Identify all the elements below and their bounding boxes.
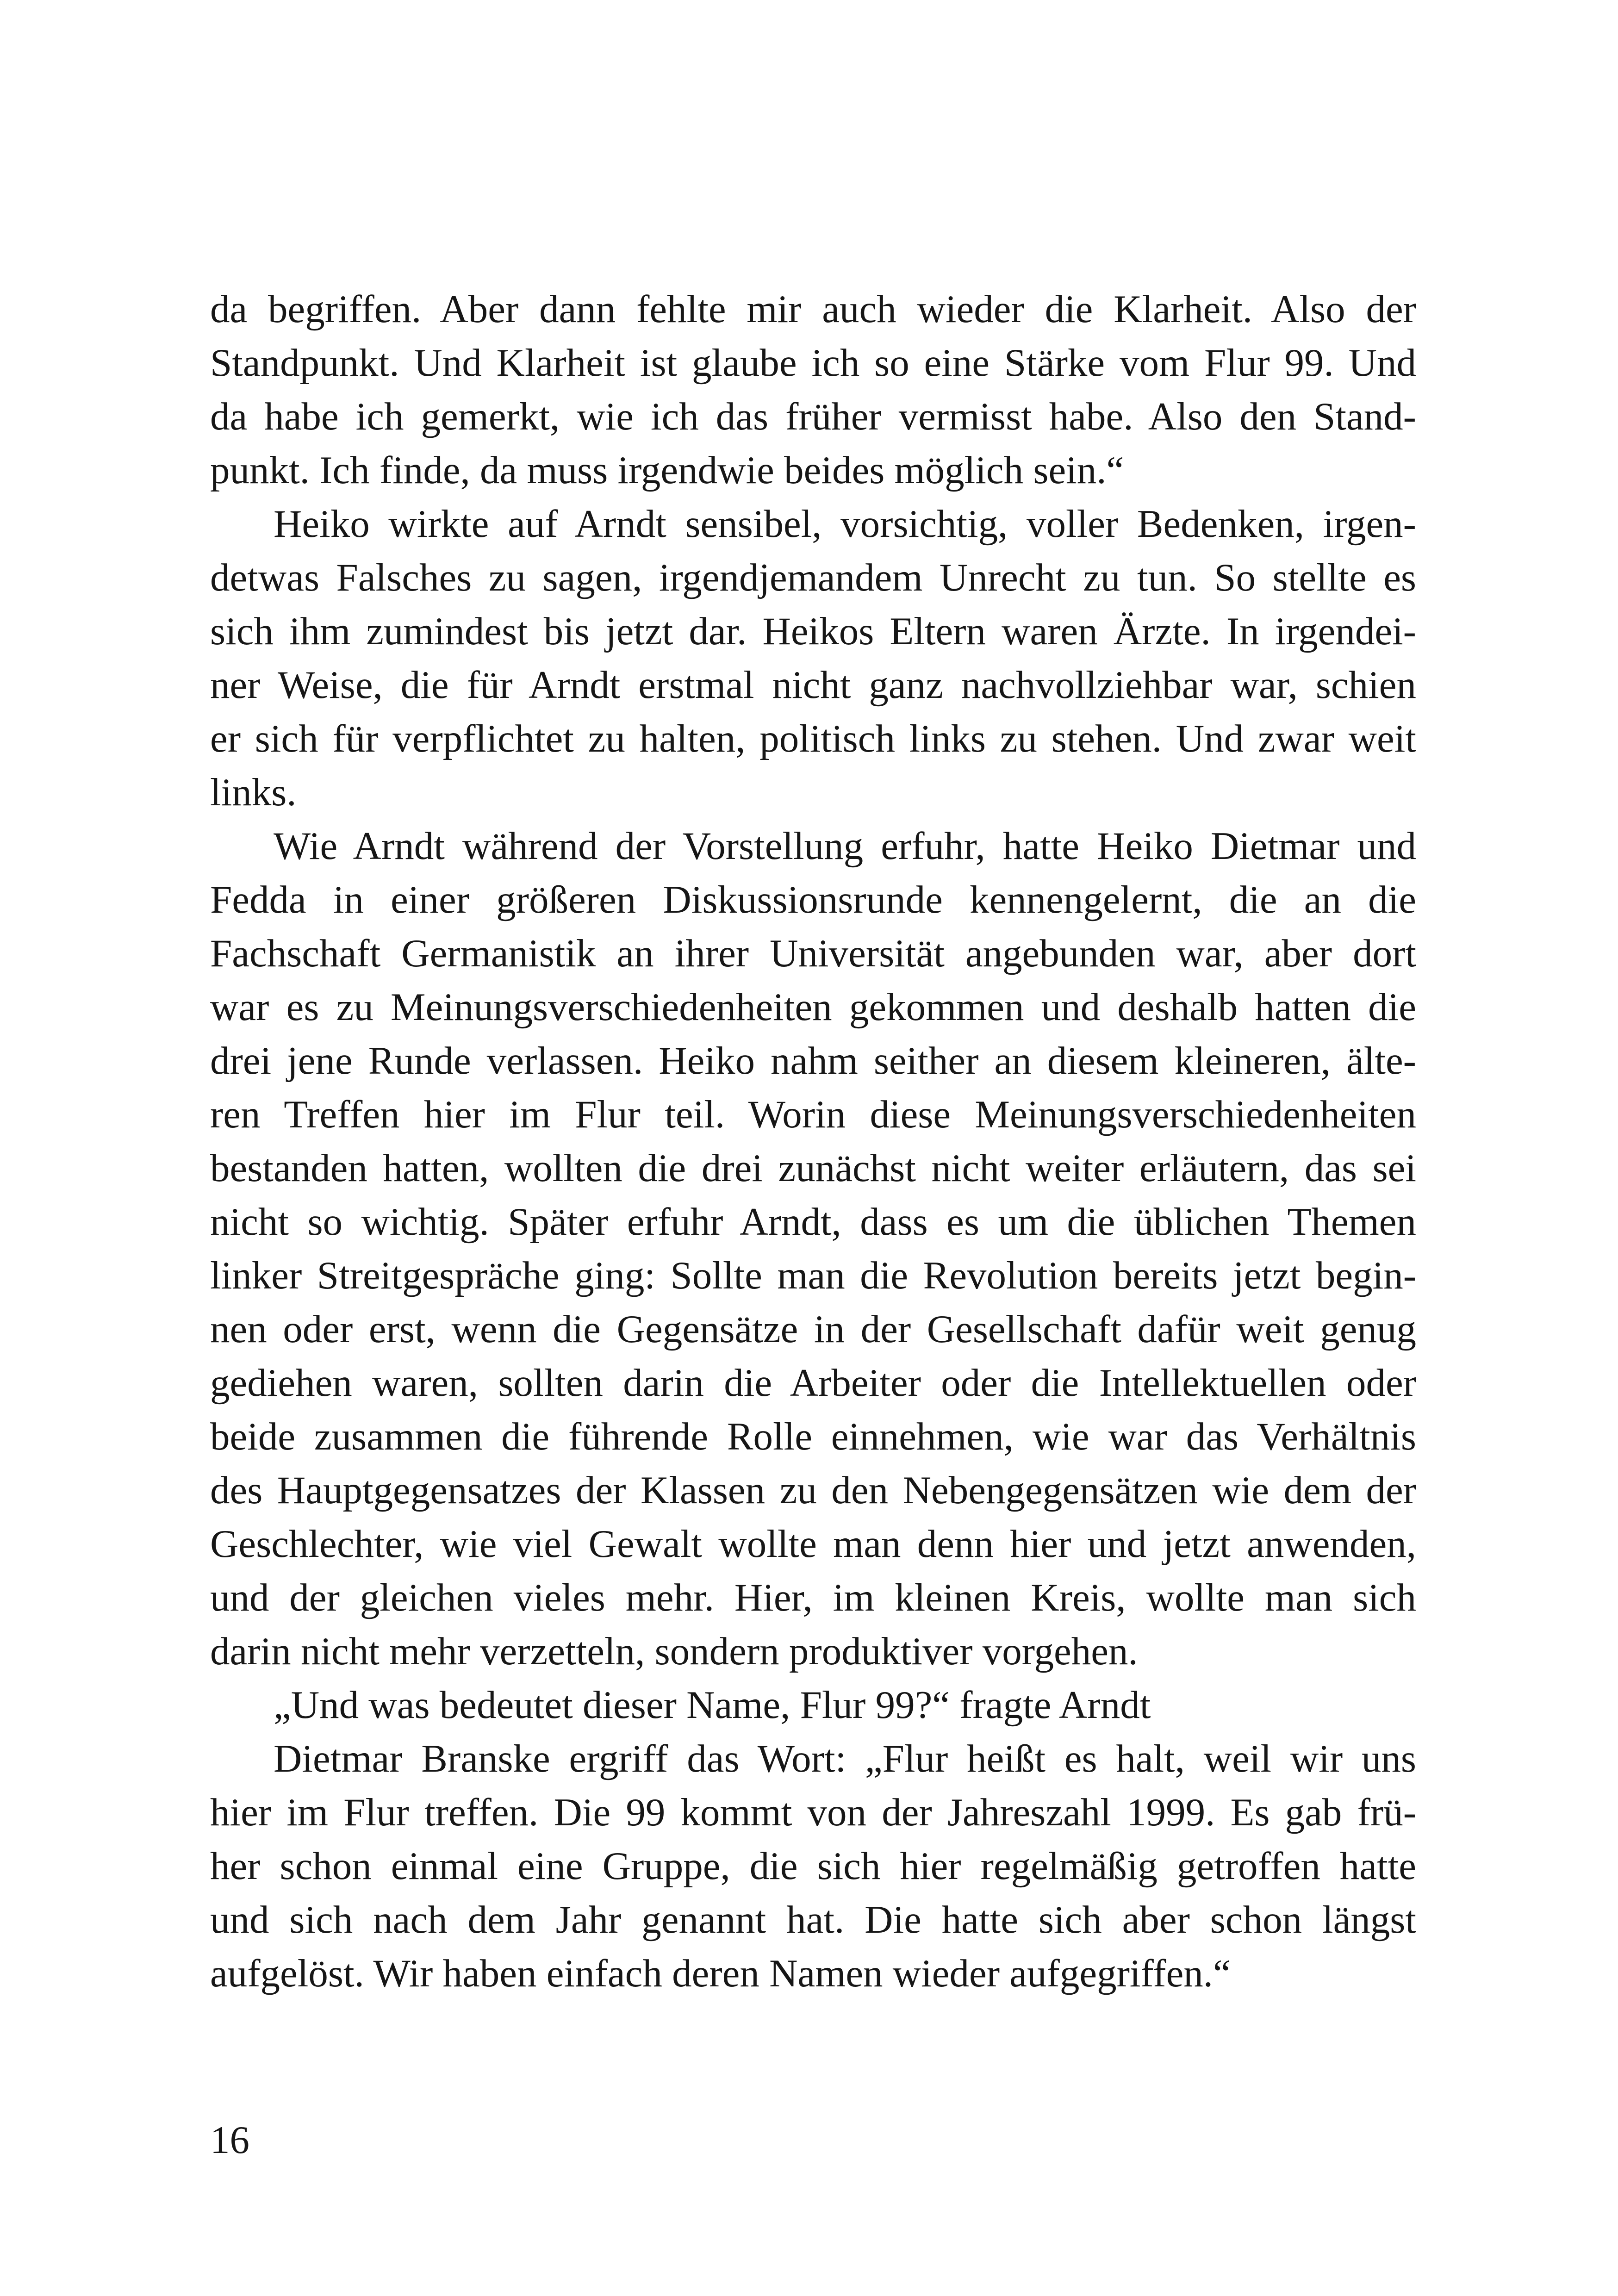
text-line: drei jene Runde verlassen. Heiko nahm seither an diesem kleineren, älte- bbox=[210, 1039, 1416, 1083]
text-line: ren Treffen hier im Flur teil. Worin diese Meinungsverschiedenheiten bbox=[210, 1093, 1416, 1136]
text-line: ner Weise, die für Arndt erstmal nicht ganz nachvollziehbar war, schien bbox=[210, 663, 1416, 707]
text-line: des Hauptgegensatzes der Klassen zu den Nebengegensätzen wie dem der bbox=[210, 1468, 1416, 1512]
text-line: da habe ich gemerkt, wie ich das früher vermisst habe. Also den Stand- bbox=[210, 395, 1416, 438]
text-line: aufgelöst. Wir haben einfach deren Namen wieder aufgegriffen.“ bbox=[210, 1952, 1231, 1995]
paragraph bbox=[210, 1732, 1416, 2000]
text-line: da begriffen. Aber dann fehlte mir auch wieder die Klarheit. Also der bbox=[210, 287, 1416, 331]
paragraph bbox=[210, 1678, 1416, 1732]
page-number: 16 bbox=[210, 2118, 249, 2162]
text-line: sich ihm zumindest bis jetzt dar. Heikos Eltern waren Ärzte. In irgendei- bbox=[210, 610, 1416, 653]
text-line: Fachschaft Germanistik an ihrer Universität angebunden war, aber dort bbox=[210, 932, 1416, 975]
text-line: Heiko wirkte auf Arndt sensibel, vorsichtig, voller Bedenken, irgen- bbox=[274, 502, 1416, 546]
text-line: links. bbox=[210, 771, 297, 814]
text-line: und sich nach dem Jahr genannt hat. Die hatte sich aber schon längst bbox=[210, 1898, 1416, 1941]
text-line: hier im Flur treffen. Die 99 kommt von der Jahreszahl 1999. Es gab frü- bbox=[210, 1791, 1416, 1834]
text-line: er sich für verpflichtet zu halten, politisch links zu stehen. Und zwar weit bbox=[210, 717, 1416, 760]
paragraph bbox=[210, 819, 1416, 1678]
text-line: Wie Arndt während der Vorstellung erfuhr, hatte Heiko Dietmar und bbox=[274, 824, 1416, 868]
text-line: nen oder erst, wenn die Gegensätze in der Gesellschaft dafür weit genug bbox=[210, 1307, 1416, 1351]
text-line: punkt. Ich finde, da muss irgendwie beides möglich sein.“ bbox=[210, 448, 1124, 492]
text-line: Standpunkt. Und Klarheit ist glaube ich so eine Stärke vom Flur 99. Und bbox=[210, 341, 1416, 385]
text-line: und der gleichen vieles mehr. Hier, im kleinen Kreis, wollte man sich bbox=[210, 1576, 1416, 1619]
text-line: Geschlechter, wie viel Gewalt wollte man denn hier und jetzt anwenden, bbox=[210, 1522, 1416, 1566]
text-line: detwas Falsches zu sagen, irgendjemandem Unrecht zu tun. So stellte es bbox=[210, 556, 1416, 599]
text-line: bestanden hatten, wollten die drei zunächst nicht weiter erläutern, das sei bbox=[210, 1146, 1416, 1190]
text-line: nicht so wichtig. Später erfuhr Arndt, dass es um die üblichen Themen bbox=[210, 1200, 1416, 1244]
paragraph bbox=[210, 282, 1416, 497]
body-text bbox=[210, 282, 1416, 2000]
text-line: beide zusammen die führende Rolle einnehmen, wie war das Verhältnis bbox=[210, 1415, 1416, 1458]
text-line: darin nicht mehr verzetteln, sondern produktiver vorgehen. bbox=[210, 1630, 1138, 1673]
paragraph bbox=[210, 497, 1416, 819]
text-line: her schon einmal eine Gruppe, die sich hier regelmäßig getroffen hatte bbox=[210, 1844, 1416, 1888]
text-line: war es zu Meinungsverschiedenheiten gekommen und deshalb hatten die bbox=[210, 985, 1416, 1029]
text-line: Fedda in einer größeren Diskussionsrunde kennengelernt, die an die bbox=[210, 878, 1416, 921]
text-line: Dietmar Branske ergriff das Wort: „Flur heißt es halt, weil wir uns bbox=[274, 1737, 1416, 1780]
text-line: „Und was bedeutet dieser Name, Flur 99?“ fragte Arndt bbox=[274, 1683, 1151, 1727]
text-line: gediehen waren, sollten darin die Arbeiter oder die Intellektuellen oder bbox=[210, 1361, 1416, 1405]
text-line: linker Streitgespräche ging: Sollte man die Revolution bereits jetzt begin- bbox=[210, 1254, 1416, 1297]
